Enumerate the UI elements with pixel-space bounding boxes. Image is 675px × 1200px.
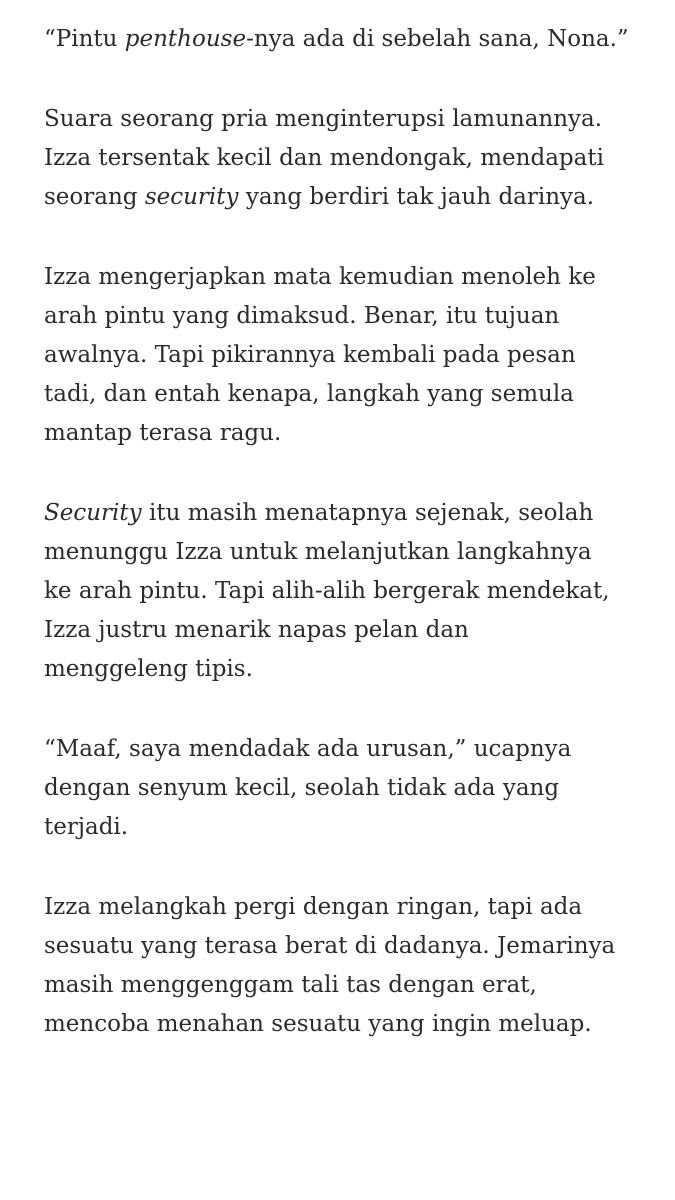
- story-text: [44, 20, 644, 1085]
- text-segment: seorang: [44, 184, 145, 210]
- text-segment: menggeleng tipis.: [44, 656, 253, 682]
- text-segment: yang berdiri tak jauh darinya.: [238, 184, 595, 210]
- text-segment: tadi, dan entah kenapa, langkah yang semula: [44, 381, 574, 407]
- paragraph: [44, 494, 644, 689]
- paragraph: [44, 258, 644, 453]
- text-line: [44, 178, 644, 217]
- text-segment: Izza mengerjapkan mata kemudian menoleh ke: [44, 264, 596, 290]
- text-line: [44, 808, 644, 847]
- italic-segment: penthouse: [124, 26, 247, 52]
- paragraph: [44, 20, 644, 59]
- text-segment: menunggu Izza untuk melanjutkan langkahnya: [44, 539, 592, 565]
- text-segment: sesuatu yang terasa berat di dadanya. Jemarinya: [44, 933, 616, 959]
- text-segment: Suara seorang pria menginterupsi lamunannya.: [44, 106, 603, 132]
- text-segment: itu masih menatapnya sejenak, seolah: [141, 500, 594, 526]
- text-segment: awalnya. Tapi pikirannya kembali pada pesan: [44, 342, 576, 368]
- text-segment: mencoba menahan sesuatu yang ingin meluap.: [44, 1011, 592, 1037]
- text-line: [44, 533, 644, 572]
- text-line: [44, 927, 644, 966]
- text-segment: terjadi.: [44, 814, 129, 840]
- italic-segment: Security: [44, 500, 142, 526]
- text-line: [44, 730, 644, 769]
- text-segment: “Maaf, saya mendadak ada urusan,” ucapnya: [44, 736, 572, 762]
- text-line: [44, 494, 644, 533]
- text-line: [44, 611, 644, 650]
- text-line: [44, 297, 644, 336]
- text-line: [44, 258, 644, 297]
- paragraph: [44, 730, 644, 847]
- text-segment: Izza justru menarik napas pelan dan: [44, 617, 469, 643]
- text-segment: Izza melangkah pergi dengan ringan, tapi ada: [44, 894, 583, 920]
- text-line: [44, 20, 644, 59]
- text-segment: dengan senyum kecil, seolah tidak ada yang: [44, 775, 560, 801]
- text-line: [44, 414, 644, 453]
- text-line: [44, 966, 644, 1005]
- text-line: [44, 1005, 644, 1044]
- text-segment: ke arah pintu. Tapi alih-alih bergerak mendekat,: [44, 578, 610, 604]
- text-line: [44, 375, 644, 414]
- text-line: [44, 572, 644, 611]
- text-segment: Izza tersentak kecil dan mendongak, mendapati: [44, 145, 604, 171]
- text-segment: arah pintu yang dimaksud. Benar, itu tujuan: [44, 303, 560, 329]
- text-segment: “Pintu: [44, 26, 125, 52]
- paragraph: [44, 100, 644, 217]
- text-segment: masih menggenggam tali tas dengan erat,: [44, 972, 537, 998]
- text-line: [44, 888, 644, 927]
- text-line: [44, 336, 644, 375]
- text-segment: mantap terasa ragu.: [44, 420, 282, 446]
- text-line: [44, 139, 644, 178]
- text-line: [44, 100, 644, 139]
- text-line: [44, 650, 644, 689]
- paragraph: [44, 888, 644, 1044]
- italic-segment: security: [144, 184, 239, 210]
- text-line: [44, 769, 644, 808]
- text-segment: -nya ada di sebelah sana, Nona.”: [246, 26, 629, 52]
